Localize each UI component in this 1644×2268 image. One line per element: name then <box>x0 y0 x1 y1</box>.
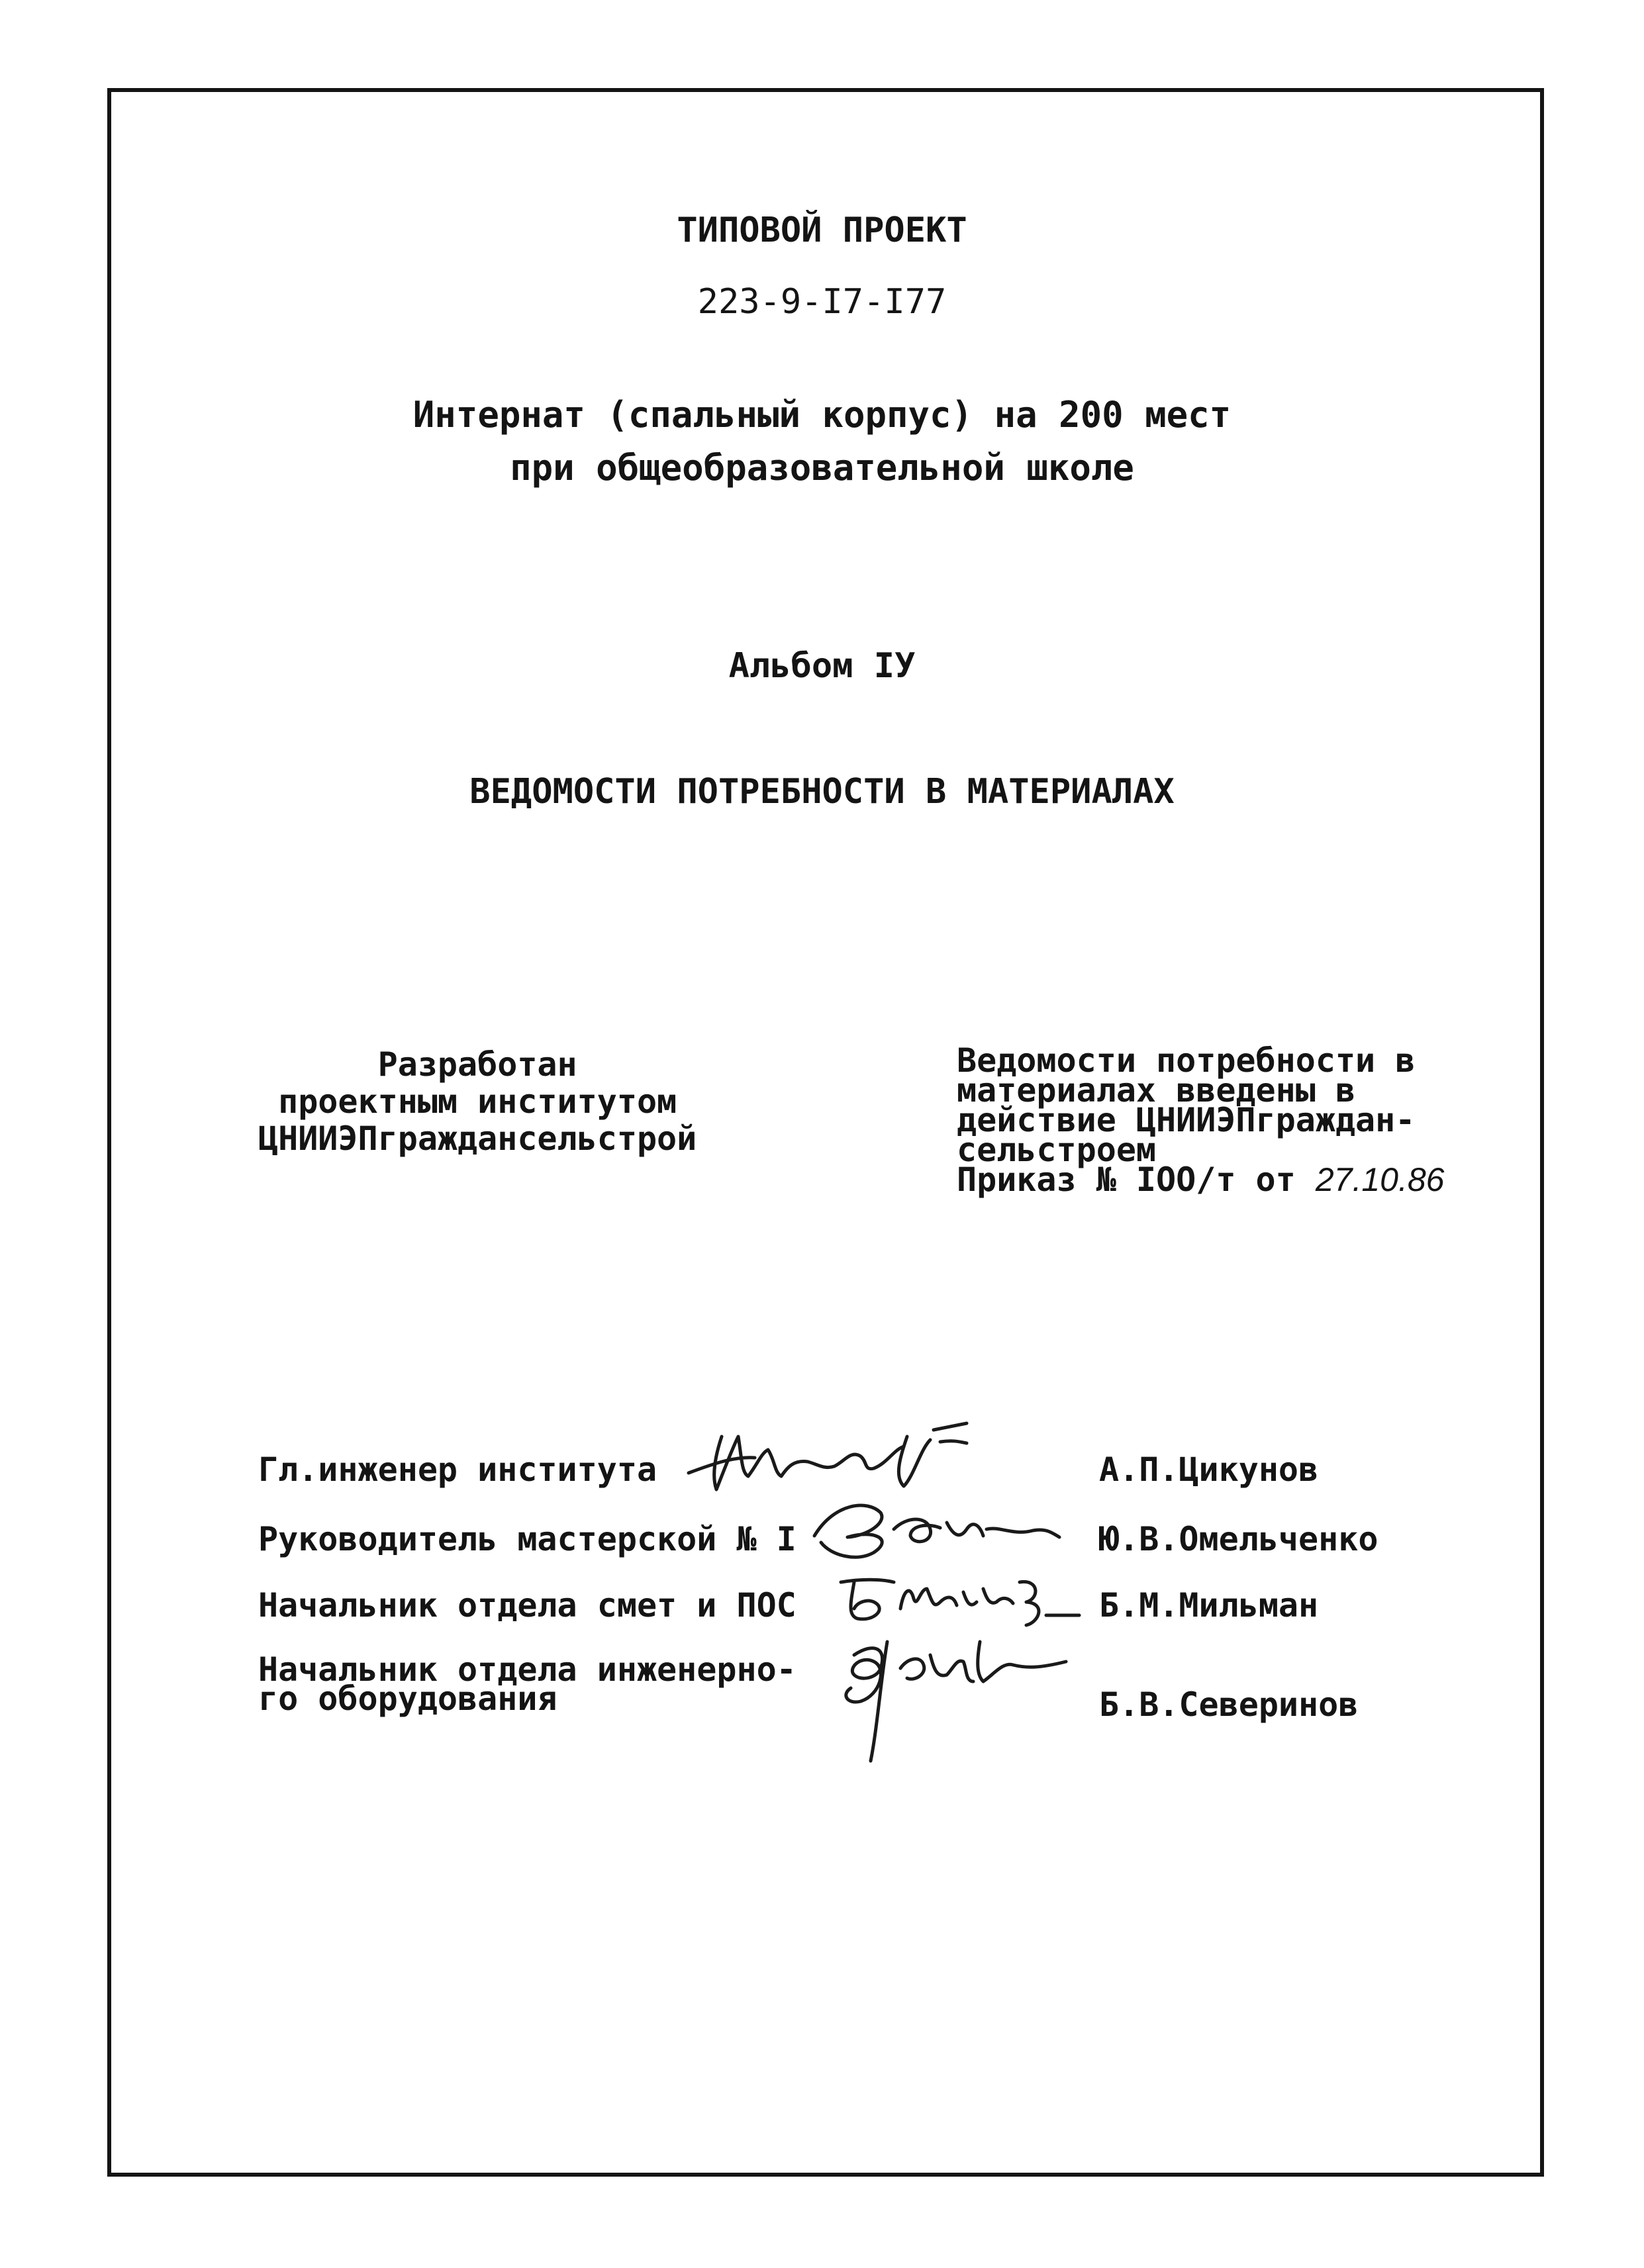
order-date: 27.10.86 <box>1315 1161 1445 1198</box>
project-type-heading: ТИПОВОЙ ПРОЕКТ <box>677 211 967 250</box>
signatory-name: Ю.В.Омельченко <box>1099 1520 1378 1558</box>
signatory-position: Начальник отдела инженерно- <box>258 1650 797 1689</box>
enactment-line: материалах введены в <box>957 1071 1356 1110</box>
section-title: ВЕДОМОСТИ ПОТРЕБНОСТИ В МАТЕРИАЛАХ <box>469 772 1175 812</box>
album-label: Альбом IУ <box>728 646 916 686</box>
order-line <box>957 1160 1445 1199</box>
signature-milman <box>828 1562 1112 1635</box>
signature-severinov <box>814 1629 1092 1774</box>
enactment-line: действие ЦНИИЭПграждан- <box>957 1101 1416 1139</box>
signatory-position: Гл.инженер института <box>258 1450 657 1489</box>
signatory-name: А.П.Цикунов <box>1099 1450 1319 1489</box>
title-line-1: Интернат (спальный корпус) на 200 мест <box>412 394 1232 436</box>
developer-line: проектным институтом <box>278 1082 677 1121</box>
order-text: Приказ № IOO/т от <box>957 1160 1296 1199</box>
developer-line: Разработан <box>377 1045 577 1084</box>
signatory-position: Начальник отдела смет и ПОС <box>258 1586 797 1625</box>
developer-line: ЦНИИЭПграждансельстрой <box>258 1119 697 1158</box>
signatory-position: го оборудования <box>258 1679 557 1718</box>
signature-omelchenko <box>795 1489 1073 1569</box>
enactment-block <box>957 1041 1445 1199</box>
enactment-line: сельстроем <box>957 1131 1157 1169</box>
enactment-line: Ведомости потребности в <box>957 1041 1416 1080</box>
project-number: 223-9-I7-I77 <box>697 282 947 322</box>
signatory-position: Руководитель мастерской № I <box>258 1520 797 1558</box>
signatory-name: Б.М.Мильман <box>1099 1586 1319 1625</box>
developer-block <box>258 1046 697 1157</box>
signatory-name: Б.В.Северинов <box>1099 1685 1359 1724</box>
title-line-2: при общеобразовательной школе <box>510 447 1134 489</box>
signatory-position-block <box>258 1650 797 1718</box>
